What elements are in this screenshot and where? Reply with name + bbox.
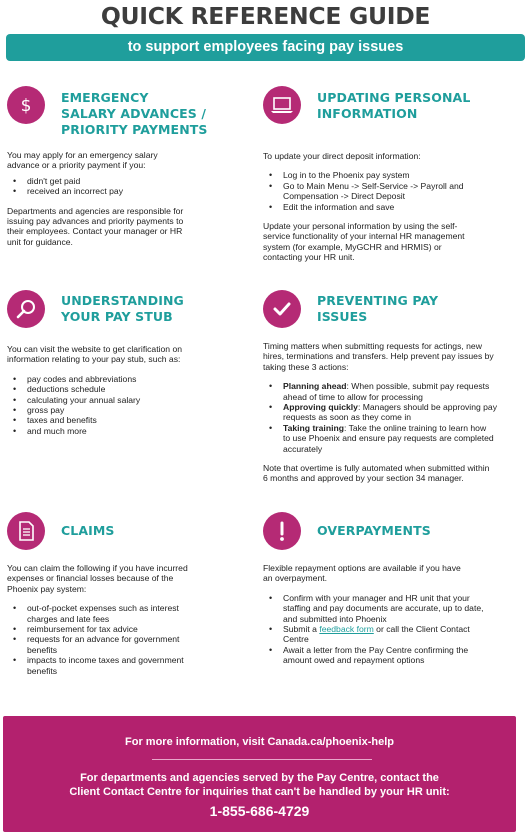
section-heading: CLAIMS (61, 523, 115, 538)
section-body: Flexible repayment options are available if you have an overpayment. • Confirm with your manager and HR unit that your staffing and pay documents are accurate, up to date, and submitted into Phoenix • Submit a feedback form or call the Client Contact Centre • Await a letter from the Pay Centre confirming the amount owed and repayment options (263, 563, 521, 666)
list-item: • Taking training: Take the online training to learn how to use Phoenix and ensure pay requests are completed accurately (263, 423, 527, 454)
section-updating (263, 86, 521, 263)
section-overpayments (263, 512, 521, 666)
section-preventing (263, 290, 527, 484)
dollar-icon (7, 86, 45, 124)
list-item: • gross pay (7, 405, 265, 415)
magnifier-icon (7, 290, 45, 328)
list-item: • impacts to income taxes and government benefits (7, 655, 265, 676)
subtitle-banner: to support employees facing pay issues (6, 34, 525, 61)
svg-text:$: $ (20, 96, 32, 116)
list-item: • requests for an advance for government benefits (7, 634, 265, 655)
list-item: • deductions schedule (7, 384, 265, 394)
document-icon (7, 512, 45, 550)
list-item: • received an incorrect pay (7, 186, 265, 196)
footer-banner (3, 716, 516, 832)
list-item: • reimbursement for tax advice (7, 624, 265, 634)
list-item: • calculating your annual salary (7, 395, 265, 405)
section-heading: OVERPAYMENTS (317, 523, 431, 538)
section-heading: EMERGENCY SALARY ADVANCES / PRIORITY PAYMENTS (61, 90, 208, 137)
footer-divider (152, 759, 372, 760)
list-item: • taxes and benefits (7, 415, 265, 425)
list-item: • Planning ahead: When possible, submit pay requests ahead of time to allow for processing (263, 381, 527, 402)
list-item: • Log in to the Phoenix pay system (263, 170, 521, 180)
checkmark-icon (263, 290, 301, 328)
section-body: Timing matters when submitting requests for actings, new hires, terminations and transfers. Help prevent pay issues by taking these 3 actions: • Planning ahead: When possible, submit pay requests ahead of time to allow for processing • Approving quickly: Managers should be approving pay requests as soon as they come in • Taking training: Take the online training to learn how to use Phoenix and ensure pay requests are completed accurately Note that overtime is fully automated when submitted within 6 months and approved by your section 34 manager. (263, 341, 527, 484)
list-item: • Edit the information and save (263, 202, 521, 212)
section-heading: PREVENTING PAY ISSUES (317, 293, 439, 324)
list-item: • Await a letter from the Pay Centre confirming the amount owed and repayment options (263, 645, 521, 666)
list-item: • out-of-pocket expenses such as interest charges and late fees (7, 603, 265, 624)
feedback-form-link[interactable]: feedback form (319, 624, 374, 635)
section-claims (7, 512, 265, 676)
exclamation-icon (263, 512, 301, 550)
section-paystub (7, 290, 265, 436)
list-item: • Approving quickly: Managers should be approving pay requests as soon as they come in (263, 402, 527, 423)
list-item: • Go to Main Menu -> Self-Service -> Payroll and Compensation -> Direct Deposit (263, 181, 521, 202)
laptop-icon (263, 86, 301, 124)
phoenix-help-link[interactable]: Canada.ca/phoenix-help (267, 736, 394, 748)
section-body: To update your direct deposit information: • Log in to the Phoenix pay system • Go to Main Menu -> Self-Service -> Payroll and Compensation -> Direct Deposit • Edit the information and save Update your personal information by using the self- service functionality of your internal HR management system (for example, MyGCHR and HRMIS) or contacting your HR unit. (263, 151, 521, 263)
phone-number[interactable]: 1-855-686-4729 (209, 803, 310, 819)
contact-text: For departments and agencies served by the Pay Centre, contact the Client Contact Centre for inquiries that can't be handled by your HR unit: (69, 772, 450, 798)
more-info-text: For more information, visit Canada.ca/phoenix-help (125, 736, 394, 748)
section-body: You can claim the following if you have incurred expenses or financial losses because of the Phoenix pay system: • out-of-pocket expenses such as interest charges and late fees • reimbursement for tax advice • requests for an advance for government benefits • impacts to income taxes and government benefits (7, 563, 265, 676)
page-title: QUICK REFERENCE GUIDE (100, 2, 431, 30)
section-body: You can visit the website to get clarification on information relating to your pay stub, such as: • pay codes and abbreviations • deductions schedule • calculating your annual salary • gross pay • taxes and benefits • and much more (7, 344, 265, 436)
section-heading: UPDATING PERSONAL INFORMATION (317, 90, 471, 121)
list-item: • pay codes and abbreviations (7, 374, 265, 384)
list-item: • Confirm with your manager and HR unit that your staffing and pay documents are accurate, up to date, and submitted into Phoenix (263, 593, 521, 624)
section-emergency (7, 86, 265, 247)
section-body: You may apply for an emergency salary advance or a priority payment if you: • didn't get paid • received an incorrect pay Departments and agencies are responsible for issuing pay advances and priority payments to their employees. Contact your manager or HR unit for guidance. (7, 150, 265, 247)
list-item: • and much more (7, 426, 265, 436)
section-heading: UNDERSTANDING YOUR PAY STUB (61, 293, 184, 324)
list-item: • Submit a feedback form or call the Client Contact Centre (263, 624, 521, 645)
list-item: • didn't get paid (7, 176, 265, 186)
